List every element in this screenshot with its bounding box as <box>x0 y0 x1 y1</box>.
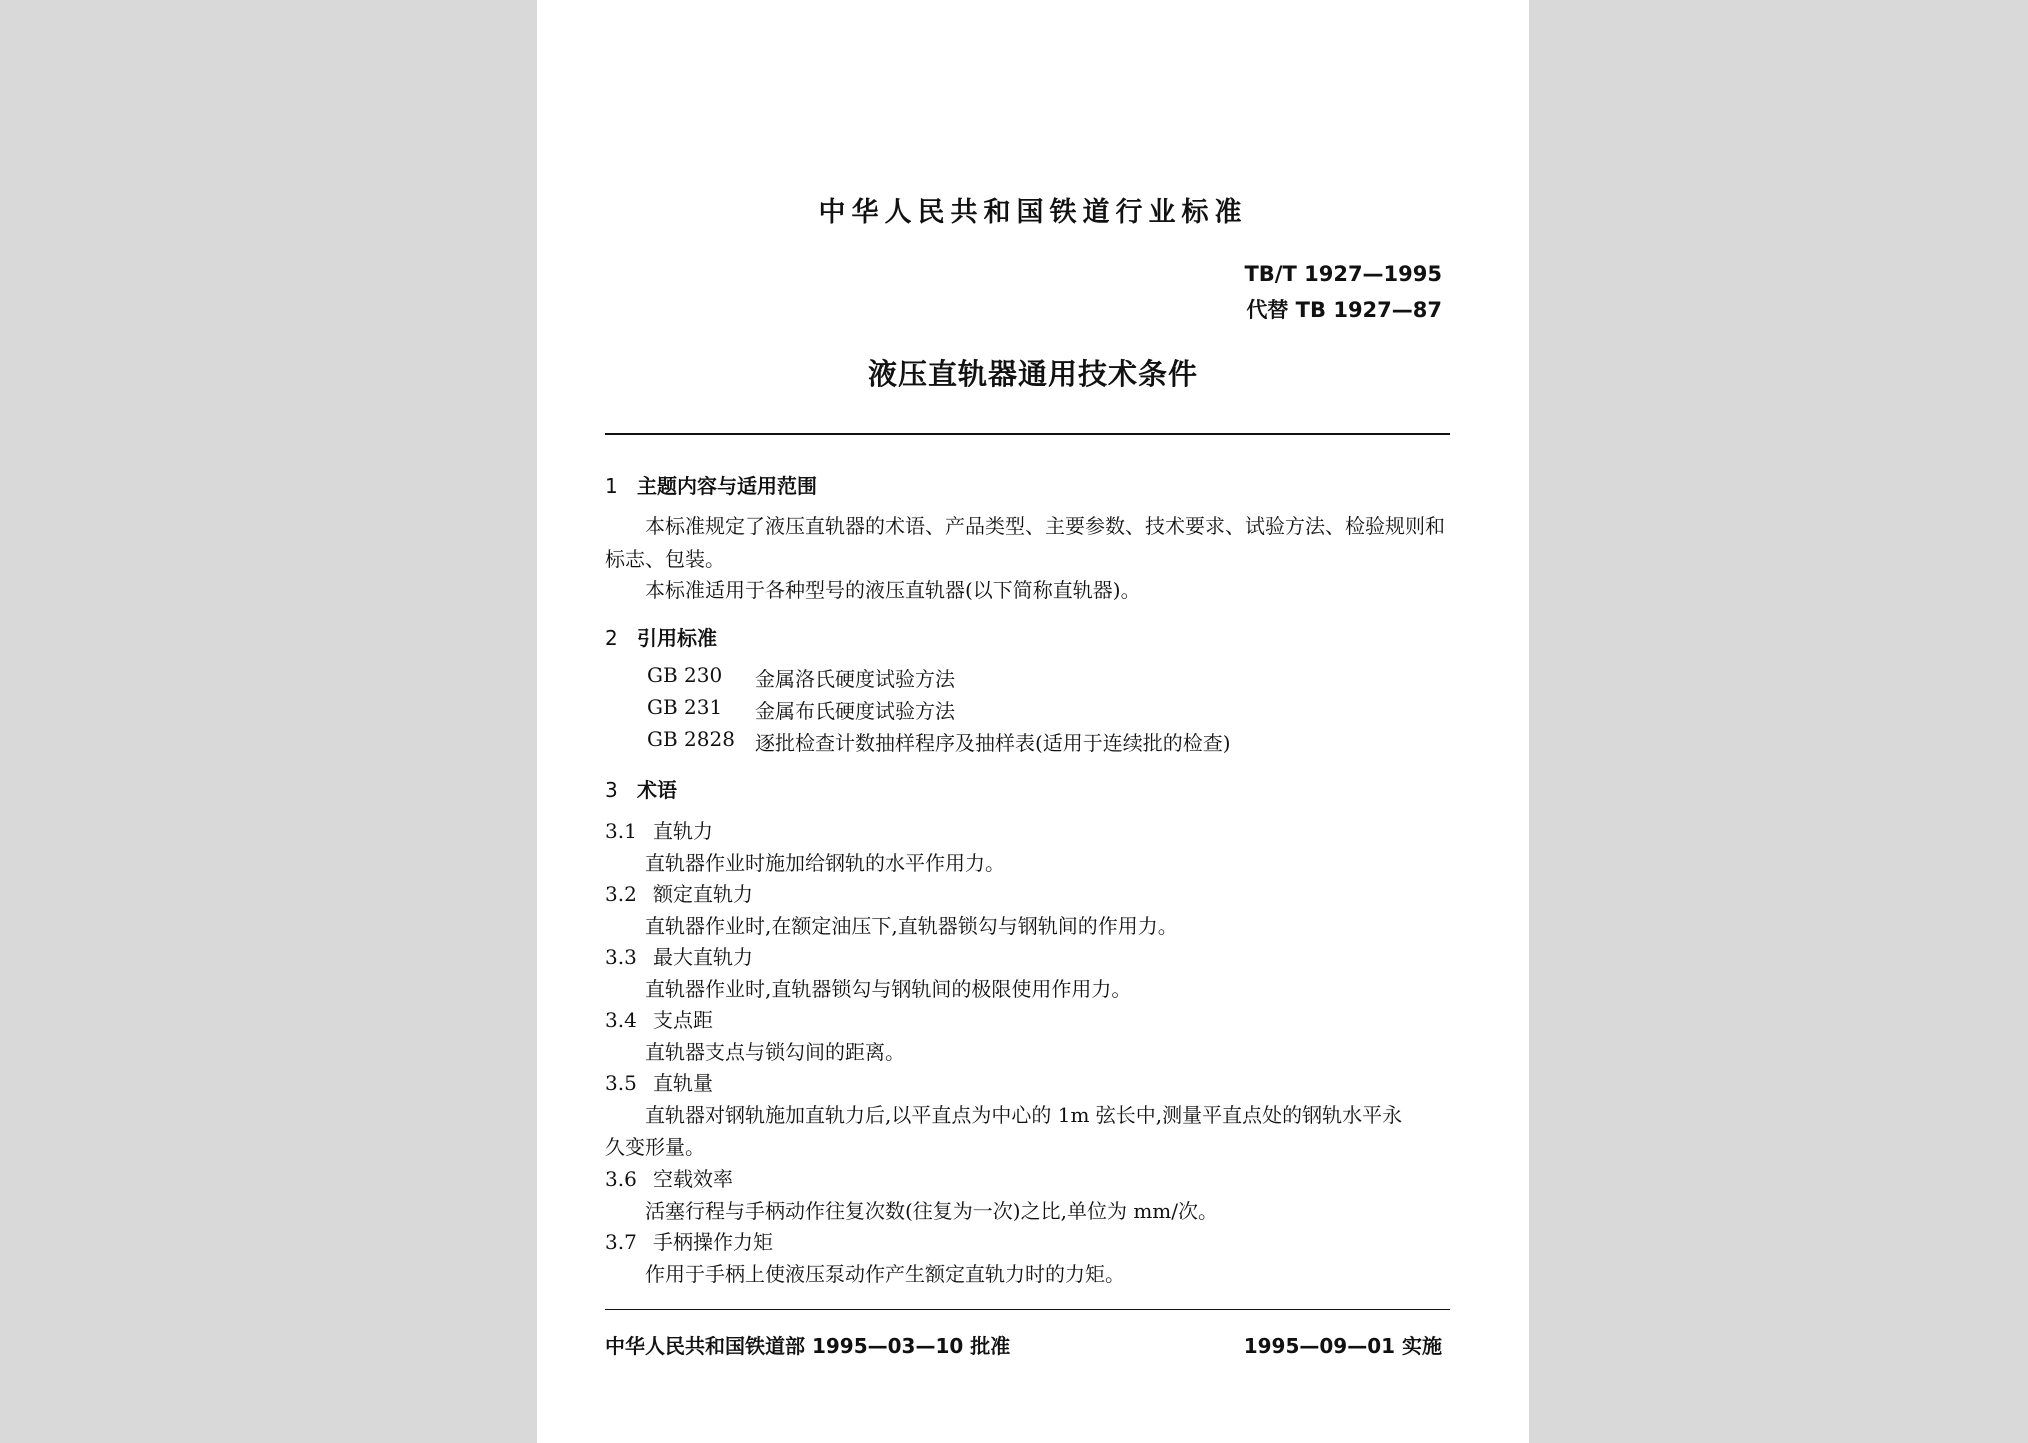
section-3-heading <box>605 774 677 803</box>
section-title: 引用标准 <box>637 626 717 650</box>
section-number: 1 <box>605 474 618 498</box>
term-title: 直轨量 <box>653 1071 713 1095</box>
term-heading-3-4 <box>605 1004 713 1033</box>
section-title: 术语 <box>637 778 677 802</box>
term-number: 3.3 <box>605 945 637 969</box>
document-title: 液压直轨器通用技术条件 <box>867 357 1198 391</box>
term-number: 3.4 <box>605 1008 637 1032</box>
term-number: 3.5 <box>605 1071 637 1095</box>
section-1-heading <box>605 470 817 499</box>
section-1-paragraph-1: 本标准规定了液压直轨器的术语、产品类型、主要参数、技术要求、试验方法、检验规则和 <box>645 514 1445 538</box>
term-definition: 直轨器作业时,在额定油压下,直轨器锁勾与钢轨间的作用力。 <box>645 914 1178 938</box>
reference-title: 金属洛氏硬度试验方法 <box>755 667 955 691</box>
term-title: 额定直轨力 <box>653 882 753 906</box>
effective-date: 1995—09—01 实施 <box>1243 1334 1442 1358</box>
term-definition-cont: 久变形量。 <box>605 1135 705 1159</box>
term-definition: 作用于手柄上使液压泵动作产生额定直轨力时的力矩。 <box>645 1262 1125 1286</box>
term-title: 最大直轨力 <box>653 945 753 969</box>
standard-category-title: 中华人民共和国铁道行业标准 <box>818 197 1248 228</box>
section-number: 3 <box>605 778 618 802</box>
term-definition: 活塞行程与手柄动作往复次数(往复为一次)之比,单位为 mm/次。 <box>645 1199 1218 1223</box>
term-number: 3.1 <box>605 819 637 843</box>
reference-title: 逐批检查计数抽样程序及抽样表(适用于连续批的检查) <box>755 731 1231 755</box>
term-title: 空载效率 <box>653 1167 733 1191</box>
term-definition: 直轨器对钢轨施加直轨力后,以平直点为中心的 1m 弦长中,测量平直点处的钢轨水平永 <box>645 1103 1403 1127</box>
section-number: 2 <box>605 626 618 650</box>
term-heading-3-7 <box>605 1226 773 1255</box>
document-page <box>537 0 1529 1443</box>
section-2-heading <box>605 622 717 651</box>
term-number: 3.7 <box>605 1230 637 1254</box>
standard-code: TB/T 1927—1995 <box>1244 262 1442 286</box>
term-definition: 直轨器作业时,直轨器锁勾与钢轨间的极限使用作用力。 <box>645 977 1132 1001</box>
term-number: 3.6 <box>605 1167 637 1191</box>
section-1-paragraph-2: 本标准适用于各种型号的液压直轨器(以下简称直轨器)。 <box>645 578 1141 602</box>
reference-code: GB 2828 <box>647 727 735 751</box>
title-divider <box>605 433 1450 435</box>
term-title: 直轨力 <box>653 819 713 843</box>
reference-code: GB 230 <box>647 663 723 687</box>
term-definition: 直轨器支点与锁勾间的距离。 <box>645 1040 905 1064</box>
term-heading-3-6 <box>605 1163 733 1192</box>
section-1-paragraph-1-cont: 标志、包装。 <box>605 547 725 571</box>
term-heading-3-2 <box>605 878 753 907</box>
reference-title: 金属布氏硬度试验方法 <box>755 699 955 723</box>
term-title: 手柄操作力矩 <box>653 1230 773 1254</box>
approval-line: 中华人民共和国铁道部 1995—03—10 批准 <box>605 1334 1011 1358</box>
term-title: 支点距 <box>653 1008 713 1032</box>
section-title: 主题内容与适用范围 <box>637 474 817 498</box>
term-heading-3-3 <box>605 941 753 970</box>
reference-code: GB 231 <box>647 695 723 719</box>
term-definition: 直轨器作业时施加给钢轨的水平作用力。 <box>645 851 1005 875</box>
term-heading-3-1 <box>605 815 713 844</box>
footer-divider <box>605 1309 1450 1310</box>
term-number: 3.2 <box>605 882 637 906</box>
replaced-standard: 代替 TB 1927—87 <box>1246 298 1442 322</box>
term-heading-3-5 <box>605 1067 713 1096</box>
